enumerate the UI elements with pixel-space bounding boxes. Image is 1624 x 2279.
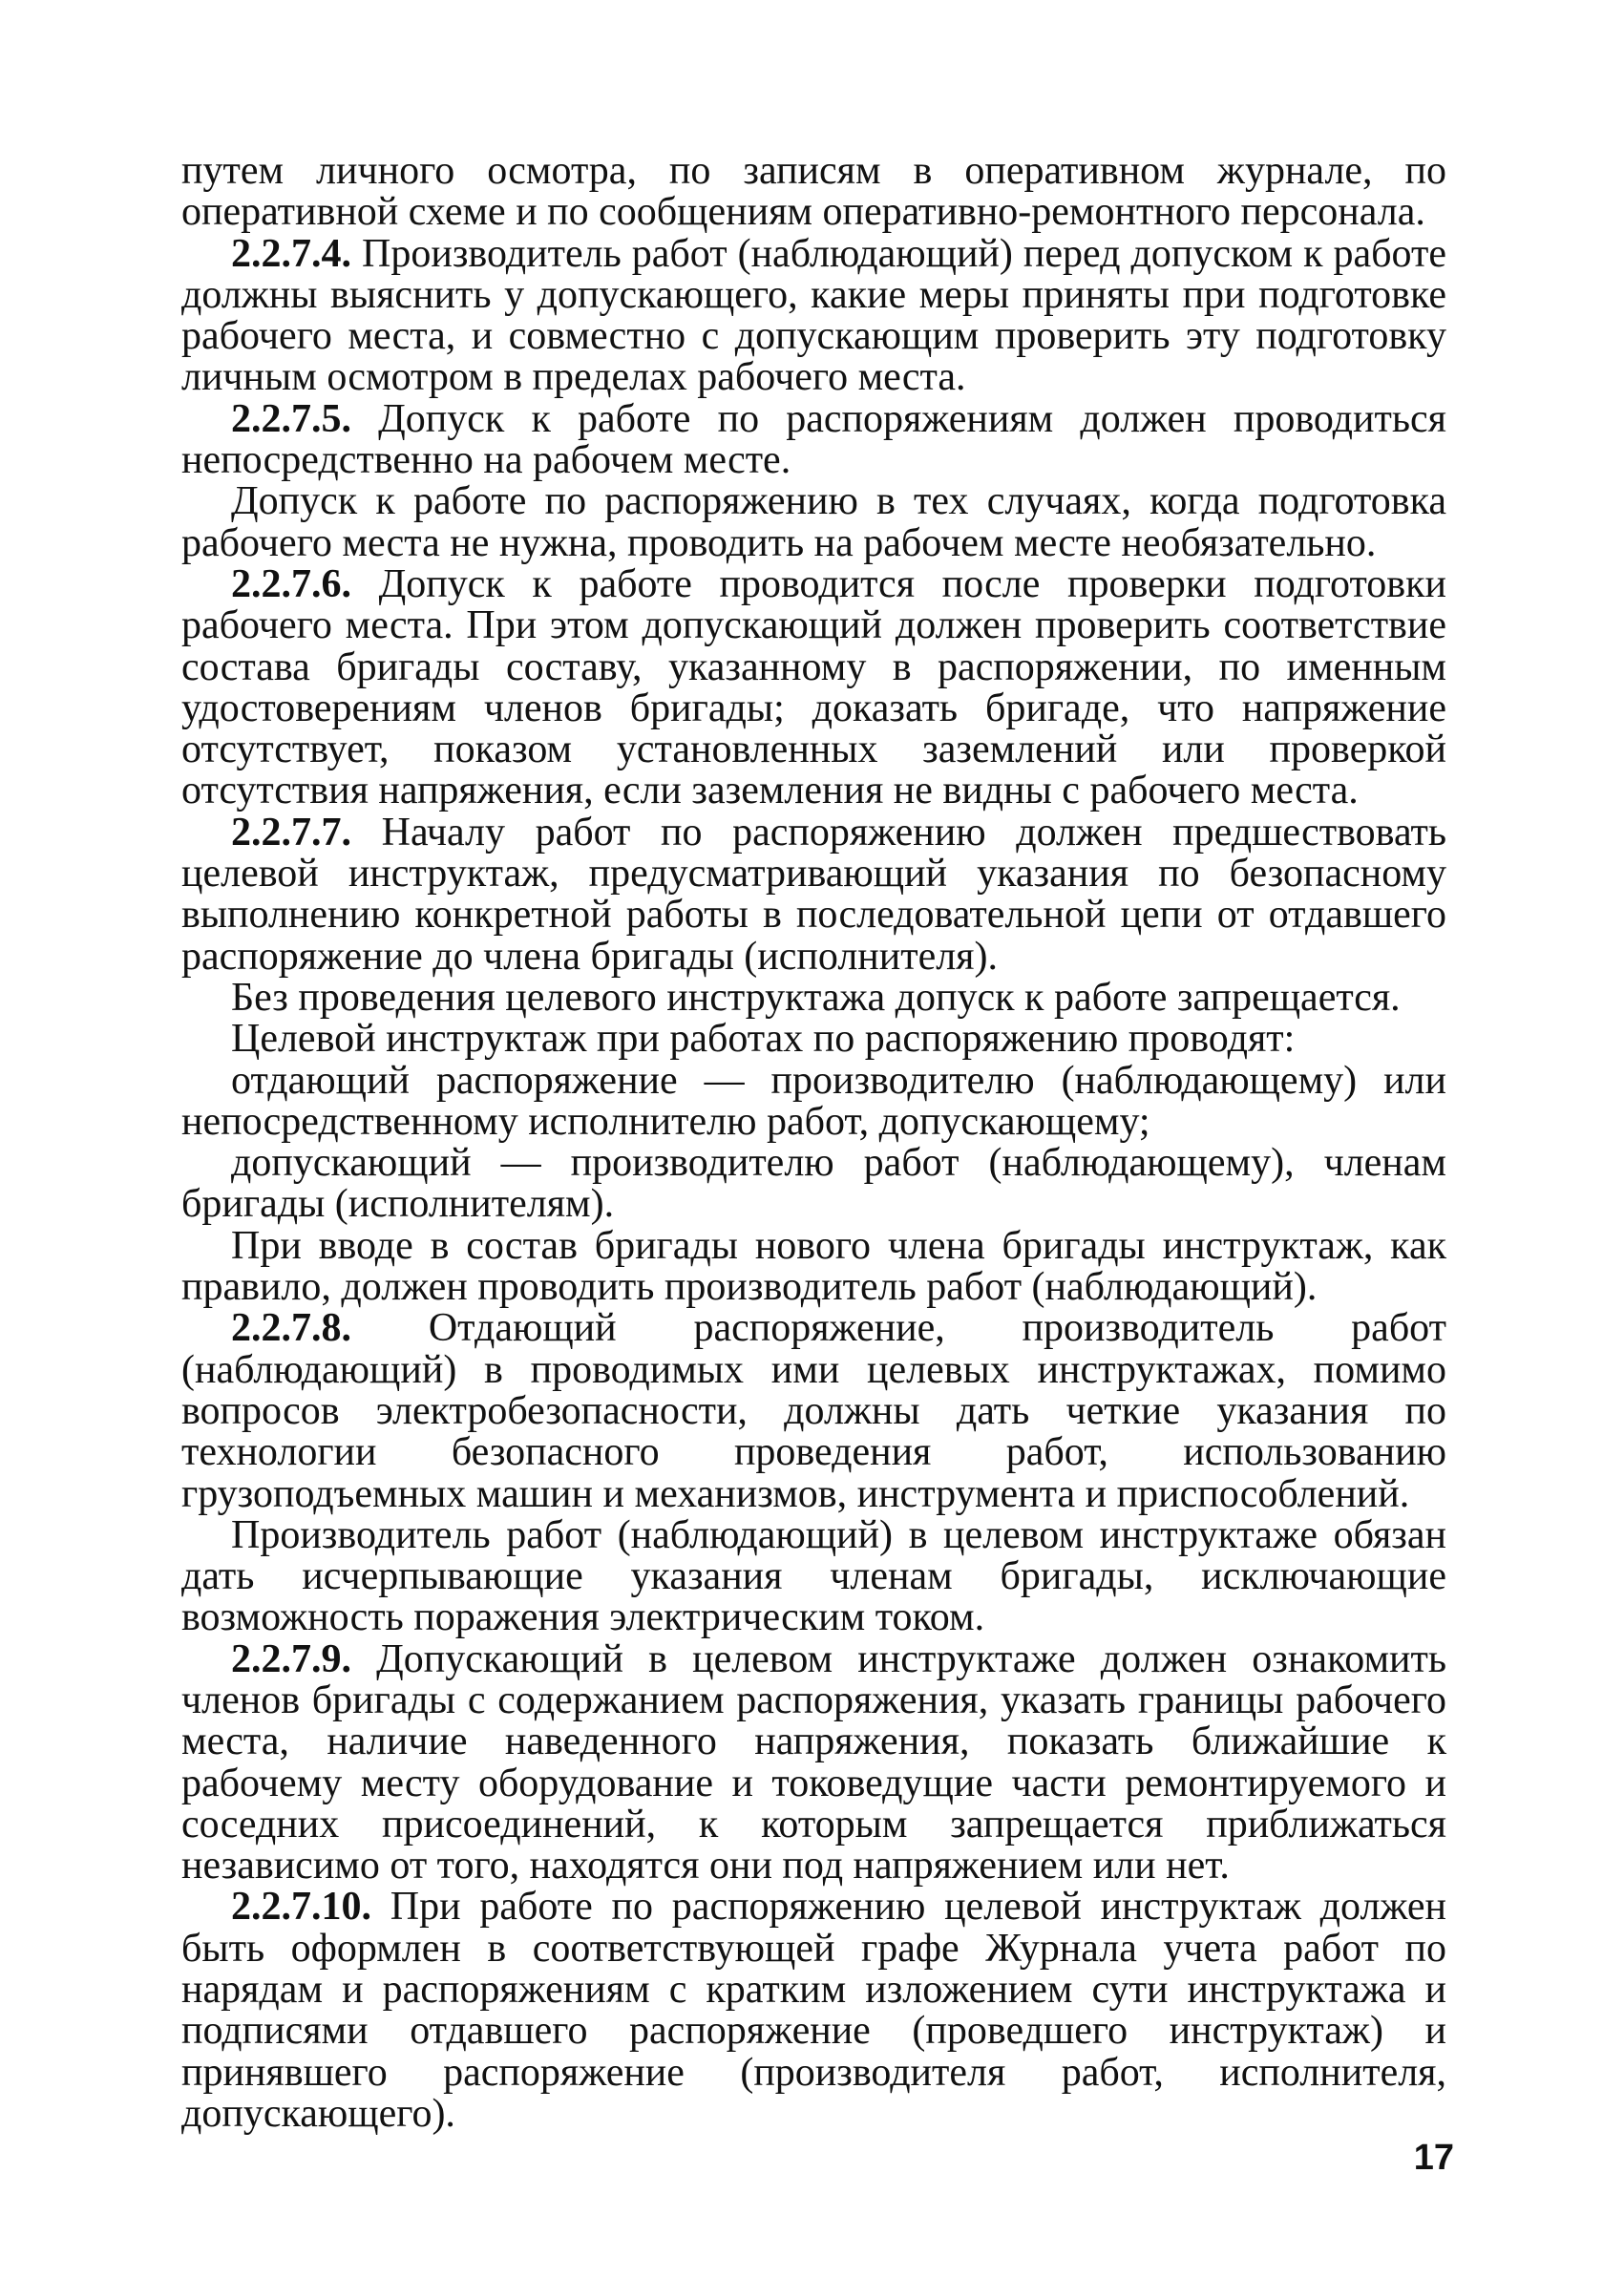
page-number: 17 — [1413, 2138, 1454, 2178]
paragraph — [181, 1512, 1446, 1640]
paragraph-text: Отдающий распоряжение, производитель работ (наблюдающий) в проводимых ими целевых инструктажах, помимо вопросов электробезопасности, должны дать четкие указания по технологии безопасного проведения работ, использованию грузоподъемных машин и механизмов, инструмента и приспособлений. — [181, 1306, 1446, 1516]
paragraph — [181, 561, 1447, 813]
body-text — [181, 151, 1446, 2135]
paragraph-text: Целевой инструктаж при работах по распоряжению проводят: — [231, 1017, 1296, 1062]
paragraph-text: При работе по распоряжению целевой инструктаж должен быть оформлен в соответствующей графе Журнала учета работ по нарядам и распоряжениям с кратким изложением сути инструктажа и подписями отдавшего распоряжение (проведшего инструктаж) и принявшего распоряжение (производителя работ, исполнителя, допускающего). — [181, 1885, 1446, 2136]
paragraph-text: путем личного осмотра, по записям в оперативном журнале, по оперативной схеме и по сообщениям оперативно-ремонтного персонала. — [181, 149, 1446, 235]
paragraph — [181, 151, 1446, 234]
paragraph-text: При вводе в состав бригады нового члена бригады инструктаж, как правило, должен проводить производитель работ (наблюдающий). — [181, 1223, 1446, 1310]
paragraph — [181, 1223, 1446, 1310]
paragraph-text: Производитель работ (наблюдающий) перед допуском к работе должны выяснить у допускающего, какие меры приняты при подготовке рабочего места, и совместно с допускающим проверить эту подготовку личным осмотром в пределах рабочего места. — [181, 231, 1446, 400]
paragraph-text: допускающий — производителю работ (наблюдающему), членам бригады (исполнителям). — [181, 1141, 1446, 1227]
paragraph — [181, 1887, 1446, 2135]
paragraph — [181, 975, 1446, 1020]
clause-number: 2.2.7.9. — [231, 1636, 351, 1681]
paragraph-text: Допуск к работе по распоряжению в тех случаях, когда подготовка рабочего места не нужна, проводить на рабочем месте необязательно. — [181, 479, 1446, 565]
paragraph — [181, 231, 1446, 400]
clause-number: 2.2.7.8. — [231, 1306, 351, 1351]
clause-number: 2.2.7.4. — [231, 231, 351, 276]
paragraph-text: отдающий распоряжение — производителю (наблюдающему) или непосредственному исполнителю работ, допускающему; — [181, 1058, 1446, 1144]
paragraph-text: Без проведения целевого инструктажа допуск к работе запрещается. — [231, 975, 1401, 1020]
paragraph — [181, 812, 1446, 978]
paragraph — [181, 1143, 1446, 1226]
paragraph-text: Началу работ по распоряжению должен предшествовать целевой инструктаж, предусматривающий указания по безопасному выполнению конкретной работы в последовательной цепи от отдавшего распоряжение до члена бригады (исполнителя). — [181, 810, 1447, 979]
paragraph-text: Допуск к работе проводится после проверки подготовки рабочего места. При этом допускающий должен проверить соответствие состава бригады составу, указанному в распоряжении, по именным удостоверениям членов бригады; доказать бригаде, что напряжение отсутствует, показом установленных заземлений или проверкой отсутствия напряжения, если заземления не видны с рабочего места. — [181, 561, 1447, 813]
paragraph — [181, 1308, 1446, 1514]
paragraph — [181, 396, 1446, 483]
paragraph — [181, 1058, 1446, 1144]
clause-number: 2.2.7.5. — [231, 396, 351, 441]
paragraph — [181, 1636, 1447, 1889]
paragraph — [181, 481, 1446, 564]
paragraph — [181, 1019, 1446, 1060]
clause-number: 2.2.7.10. — [231, 1885, 371, 1930]
paragraph-text: Производитель работ (наблюдающий) в целевом инструктаже обязан дать исчерпывающие указания членам бригады, исключающие возможность поражения электрическим током. — [181, 1512, 1446, 1640]
clause-number: 2.2.7.6. — [231, 561, 351, 606]
paragraph-text: Допуск к работе по распоряжениям должен проводиться непосредственно на рабочем месте. — [181, 396, 1446, 483]
clause-number: 2.2.7.7. — [231, 810, 351, 855]
paragraph-text: Допускающий в целевом инструктаже должен ознакомить членов бригады с содержанием распоряжения, указать границы рабочего места, наличие наведенного напряжения, показать ближайшие к рабочему месту оборудование и токоведущие части ремонтируемого и соседних присоединений, к которым запрещается приближаться независимо от того, находятся они под напряжением или нет. — [181, 1636, 1447, 1889]
